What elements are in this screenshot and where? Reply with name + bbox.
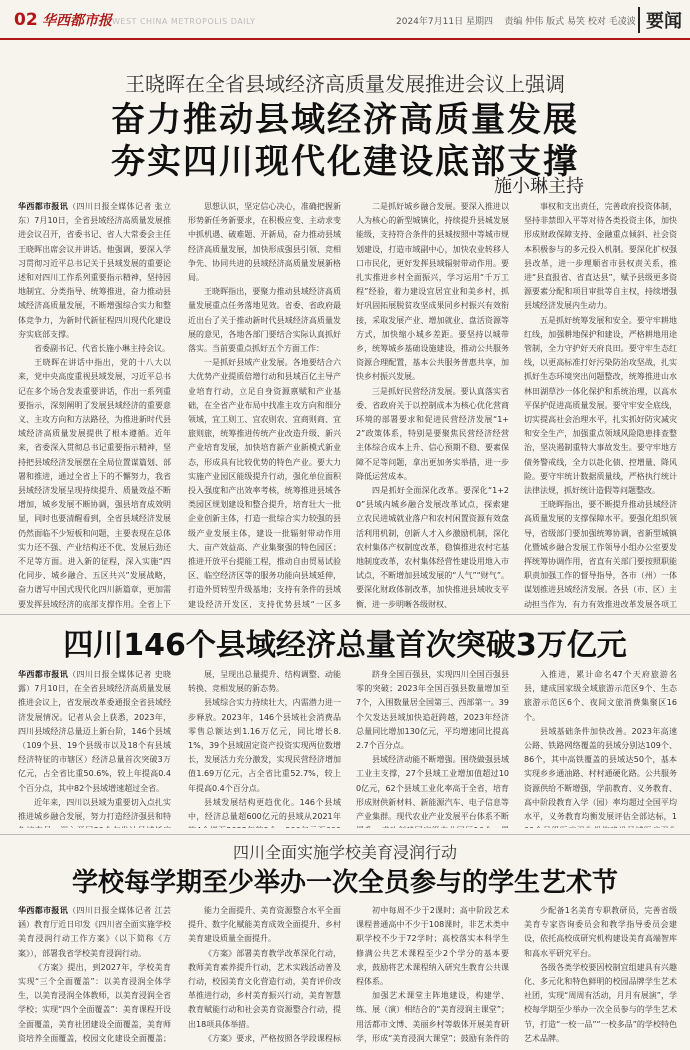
article2-column-3: [356, 668, 509, 828]
article3-headline: 学校每学期至少举办一次全员参与的学生艺术节: [71, 868, 618, 898]
paragraph-text: 初中每周不少于2课时；高中阶段艺术课程普通高中不少于108课时，非艺术类中职学校不少于72学时；高校落实本科学生修满公共艺术课程至少2个学分的基本要求，鼓励将艺术课程纳入研究生教育公共课程体系。: [356, 906, 509, 987]
paragraph: [356, 753, 509, 828]
article1-kicker: 王晓晖在全省县域经济高质量发展推进会议上强调: [125, 72, 565, 96]
paragraph-text: 县域综合实力持续壮大，内需潜力进一步释放。2023年，146个县域社会消费品零售总额达到1.16万亿元，同比增长8.1%，39个县域固定资产投资实现两位数增长，发展活力充分激发，实现民营经济增加值1.69万亿元，占全省比重52.7%，较上年提高0.4个百分点。: [188, 698, 341, 793]
paragraph: [18, 796, 171, 828]
paragraph: [188, 356, 341, 608]
paragraph-text: 王晓晖指出，要聚力推动县域经济高质量发展重点任务落地见效。省委、省政府最近出台了关于推动新时代县域经济高质量发展的意见，各地各部门要结合实际认真抓好落实。当前要重点抓好五个方面工作：: [188, 287, 341, 354]
page-number: 02: [14, 10, 38, 30]
article3-column-1: [18, 904, 171, 1044]
paragraph-text: 《方案》部署美育教学改革深化行动，教师美育素养提升行动，艺术实践活动普及行动，校园美育文化营造行动，美育评价改革推进行动，乡村美育振兴行动，美育智慧教育赋能行动和社会美育资源整合行动，提出18项具体举措。: [188, 948, 341, 1029]
article3-kicker: 四川全面实施学校美育浸润行动: [232, 843, 457, 862]
paragraph-text: 三是抓好民营经济发展。要认真落实省委、省政府关于以控制成本为核心优化营商环境的部署要求和促进民营经济发展“1+2”政策体系，特别是要聚焦民营经济经营主体综合成本上升、信心预期不稳、要素保障不足等问题，拿出更加务实举措，进一步降低运营成本。: [356, 386, 509, 481]
paragraph: [188, 668, 341, 696]
paragraph-text: 各级各类学校要因校制宜组建具有兴趣化、多元化和特色鲜明的校园品牌学生艺术社团，实现“周周有活动，月月有展演”，学校每学期至少举办一次全员参与的学生艺术节，打造“一校一品”“一校多品”的学校特色艺术品牌。: [524, 962, 677, 1043]
dateline: 华西都市报讯: [18, 670, 69, 679]
paragraph-text: 事权和支出责任，完善政府投资体制，坚持非禁即入平等对待各类投资主体，加快形成财政保障支持、金融重点倾斜、社会资本积极参与的多元投入机制。要深化扩权强县改革，进一步理顺省市县权责关系，推进“县直报省、省直达县”，赋予县级更多资源要素分配和项目审批等自主权，持续增强县域经济发展内生动力。: [524, 202, 677, 311]
dateline: 华西都市报讯: [18, 906, 69, 915]
paragraph: [524, 314, 677, 499]
paragraph-text: 能力全面提升、美育资源整合水平全面提升、数字化赋能美育成效全面提升、乡村美育建设质量全面提升。: [188, 906, 341, 944]
paragraph: [356, 904, 509, 989]
paragraph-text: 入推进，累计命名47个天府旅游名县，建成国家级全域旅游示范区9个、生态旅游示范区6个、夜间文旅消费集聚区16个。: [524, 670, 677, 722]
dateline: 华西都市报讯: [18, 202, 69, 211]
paragraph: [356, 385, 509, 484]
paragraph: [188, 1032, 341, 1044]
paragraph: [188, 285, 341, 356]
paragraph: [18, 904, 171, 961]
article2-headline: 四川146个县域经济总量首次突破3万亿元: [63, 628, 627, 663]
paragraph: [18, 356, 171, 608]
article1-headline-line2: 夯实四川现代化建设底部支撑: [111, 142, 579, 182]
paper-name: 华西都市报: [42, 13, 112, 29]
paragraph: [18, 342, 171, 356]
paragraph-text: 展，呈现出总量提升、结构调整、动能转换、竞相发展的新态势。: [188, 670, 341, 694]
paragraph-text: 省委副书记、代省长施小琳主持会议。: [34, 344, 170, 354]
paper-name-en: WEST CHINA METROPOLIS DAILY: [112, 17, 256, 26]
article1-headline-line1: 奋力推动县域经济高质量发展: [111, 100, 579, 140]
paragraph-text: （四川日报全媒体记者 江芸涵）教育厅近日印发《四川省全面实施学校美育浸润行动工作方案》（以下简称《方案》），部署我省学校美育浸润行动。: [18, 906, 171, 958]
paragraph-text: 少配备1名美育专职教研员，完善省级美育专家咨询委员会和教学指导委员会建设，依托高校成研究机构建设美育高端智库和高水平研究平台。: [524, 906, 677, 958]
paragraph-text: 加强艺术课堂主阵地建设，构建学、练、展（演）相结合的“美育浸润主课堂”；用活都市文博、美丽乡村等载体开展美育研学，形成“美育浸润大课堂”；鼓励有条件的: [356, 991, 509, 1043]
paragraph: [356, 200, 509, 385]
paragraph-text: 一是抓好县域产业发展。各地要结合六大优势产业提质倍增行动和县域百亿主导产业培育行动，立足自身资源禀赋和产业基础，在全省产业布局中找准主攻方向和细分领域，宜工则工、宜农则农、宜商则商、宜旅则旅，统筹推进传统产业改造升级、新兴产业培育发展，加快培育新产业新模式新业态，形成具有比较优势的特色产业。要大力实施产业园区能级提升行动，强化单位面积投入强度和产出效率考核，统筹推进县域各类园区规划建设和整合提升，培育壮大一批企业创新主体，打造一批综合实力较强的县级产业发展主体，建设一批辐射带动作用大、亩产效益高、产业集聚强的特色园区；推进开放平台提能工程，推动自由贸易试验区、临空经济区等的服务功能向县域延伸，打造外贸转型升级基地；支持有条件的县域建设经济开发区，支持优势县域“一区多: [188, 358, 341, 608]
paragraph: [524, 498, 677, 608]
paragraph-text: 王晓晖指出，要不断提升推动县域经济高质量发展的支撑保障水平。要强化组织领导，省级部门要加强统筹协调，省新型城镇化暨城乡融合发展工作领导小组办公室要发挥统筹协调作用，省直有关部门要按照职能职责加强工作的督导指导，各市（州）一体谋划推进县域经济发展。各县（市、区）主动担当作为，有力有效推进改革发展各项工: [524, 500, 677, 608]
paragraph-text: （四川日报全媒体记者 史晓露）7月10日，在全省县域经济高质量发展推进会议上，省发展改革委通报全省县域经济发展情况。记者从会上获悉，2023年，四川县域经济总量迈上新台阶，146个县域（109个县、19个县级市以及18个有县域经济特征的市辖区）经济总量首次突破3万亿元，占全省比重50.6%，较上年提高0.4个百分点，其中82个县域增速超过全省。: [18, 670, 171, 793]
paragraph: [524, 961, 677, 1044]
editors-line: 责编 仲伟 版式 易笑 校对 毛凌波: [504, 17, 636, 27]
section-tag: 要闻: [638, 7, 682, 33]
paragraph: [18, 961, 171, 1044]
article3-column-2: [188, 904, 341, 1044]
paragraph: [18, 200, 171, 342]
paragraph: [524, 200, 677, 314]
paragraph: [18, 668, 171, 796]
article1-column-3: [356, 200, 509, 608]
article1-column-4: [524, 200, 677, 608]
paragraph: [188, 904, 341, 947]
paragraph: [188, 947, 341, 1032]
paragraph-text: （四川日报全媒体记者 张立东）7月10日，全省县域经济高质量发展推进会议召开，省委书记、省人大常委会主任王晓晖出席会议并讲话。他强调，要深入学习贯彻习近平总书记关于县域发展的重要论述和对四川工作系列重要指示精神，坚持因地制宜、分类指导、统筹推进，奋力推动县域经济高质量发展，不断增强综合实力和整体竞争力，为新时代新征程四川现代化建设夯实底部支撑。: [18, 202, 171, 339]
paragraph-text: 县域经济动能不断增强。围绕做强县域工业主支撑，27个县域工业增加值超过100亿元，62个县域工业化率高于全省，培育形成财供新材料、新能源汽车、电子信息等产业集群。现代农业产业发展平台体系不断: [356, 755, 509, 822]
article1-column-1: [18, 200, 171, 608]
article1-byline: 施小琳主持: [494, 176, 584, 197]
paragraph-text: 县域发展结构更趋优化。146个县域中，经济总量超600亿元的县域从2021年: [188, 797, 341, 822]
paragraph-text: 二是抓好城乡融合发展。要深入推进以人为核心的新型城镇化，持续提升县城发展能级，支持符合条件的县城按照中等城市规划建设，打造市域副中心，加快农业转移人口市民化，更好发挥县域辐射带动作用。要扎实推进乡村全面振兴，学习运用“千万工程”经验，着力建设宜居宜业和美乡村，抓好巩固拓展脱贫攻坚成果同乡村振兴有效衔接，采取发展产业、增加就业、盘活资源等方式，加快缩小城乡差距。要坚持以城带乡，统筹城乡基础设施建设，推动公共服务资源合理配置，基本公共服务普惠共享，加快乡村振兴发展。: [356, 202, 509, 382]
paragraph: [188, 200, 341, 285]
paragraph-text: 《方案》要求，严格按照各学段课程标: [204, 1033, 341, 1043]
paragraph: [356, 989, 509, 1044]
article2-column-2: [188, 668, 341, 828]
paragraph-text: 近年来，四川以县域为重要切入点扎实推进城乡融合发展，努力打造经济强县和特: [18, 797, 171, 822]
paragraph-text: 思想认识，坚定信心决心，准确把握新形势新任务新要求，在积极应变、主动求变中抓机遇、破难题、开新局，奋力推动县域经济高质量发展，加快形成强县引领、竞相争先、协同共进的县域经济高质量发展新格局。: [188, 202, 341, 283]
paragraph-text: 王晓晖在讲话中指出，党的十八大以来，党中央高度重视县域发展，习近平总书记在多个场合发表重要讲话，作出一系列重要指示，深刻阐明了发展县域经济的重要意义、主攻方向和方法路径，为推进新时代县域经济高质量发展提供了根本遵循。近年来，省委深入贯彻总书记重要指示精神，坚持把县域经济发展摆在全局位置谋篇划、部署和推进，通过全省上下的不懈努力，我省县域经济发展呈现持续提升、质量效益不断增加，城乡发展不断协调，强县培育成效明显，同时也要清醒看到，全省县域经济发展仍然面临不少短板和问题，主要表现在总体实力还不强、产业结构还不优、发展后劲还不足等方面。进入新的征程，深入实施“四化同步、城乡融合、五区共兴”发展战略，奋力谱写中国式现代化四川新篇章，更加需要发挥县域经济的底部支撑作用。全省上下: [18, 358, 171, 608]
article2-column-1: [18, 668, 171, 828]
paragraph-text: 四是抓好全面深化改革。要深化“1+20”县域内城乡融合发展改革试点，探索建立农民进城就业落户和农村闲置资源有效盘活利用机制，创新人才入乡激励机制，深化农村集体产权制度改革，稳慎推进农村宅基地制度改革，农村集体经营性建设用地入市试点，不断增加县域发展的“人气”“财气”。要深化财政体制改革，加快推进县域收支平衡，进一步明晰各级财权、: [356, 486, 509, 608]
article3-column-3: [356, 904, 509, 1044]
article2-column-4: [524, 668, 677, 828]
paragraph-text: 跻身全国百强县，实现四川全国百强县零的突破；2023年全国百强县数量增加至7个，入围数量居全国第三、西部第一。39个欠发达县域加快追赶跨越，2023年经济总量同比增加130亿元，平均增速同比提高2.7个百分点。: [356, 670, 509, 751]
article3-column-4: [524, 904, 677, 1044]
paragraph: [356, 668, 509, 753]
paragraph-text: 县域基础条件加快改善。2023年高速公路、铁路网络覆盖的县域分别达109个、86个，其中高铁覆盖的县域达50个，基本实现乡乡通油路、村村通硬化路。公共服务资源供给不断增强，学前教育、义务教育、高中阶段教育入学（园）率均超过全国平均水平，义务教育均衡发展评估全部达标，1: [524, 726, 677, 822]
paragraph: [188, 696, 341, 795]
date-line: 2024年7月11日 星期四: [396, 17, 493, 27]
paragraph: [188, 796, 341, 828]
paragraph: [356, 484, 509, 608]
paragraph: [524, 668, 677, 725]
paragraph: [524, 904, 677, 961]
masthead-meta: [396, 14, 636, 27]
paragraph-text: 五是抓好统筹发展和安全。要守牢耕地红线，加强耕地保护和建设，严格耕地用途管制，全力守护好天府良田。要守牢生态红线，以更高标准打好污染防治攻坚战，扎实抓好生态环境突出问题整改，统筹推进山水林田湖草沙一体化保护和系统治理，以高水平保护促进高质量发展。要守牢安全底线，切实提高社会治理水平，扎实抓好防灾减灾和安全生产，加强重点领域风险隐患排查整治，坚决遏制重特大事故发生。要守牢地方债务警戒线，全力以赴化债、控增量、降风险。要守牢统计数据质量线，严格执行统计法律法规，抓好统计造假等问题整改。: [524, 315, 677, 496]
divider-2: [0, 834, 690, 835]
paragraph-text: 《方案》提出，到2027年，学校美育实现“三个全面覆盖”：以美育浸润全体学生，以美育浸润全体教师，以美育浸润全省学校；实现“四个全面覆盖”：美育课程开设全面覆盖，美育社团建设全面覆盖，美育师资培养全面覆盖，校园文化建设全面覆盖；: [18, 962, 171, 1043]
paragraph: [524, 725, 677, 828]
divider-1: [0, 614, 690, 615]
article1-column-2: [188, 200, 341, 608]
masthead: [0, 0, 690, 40]
